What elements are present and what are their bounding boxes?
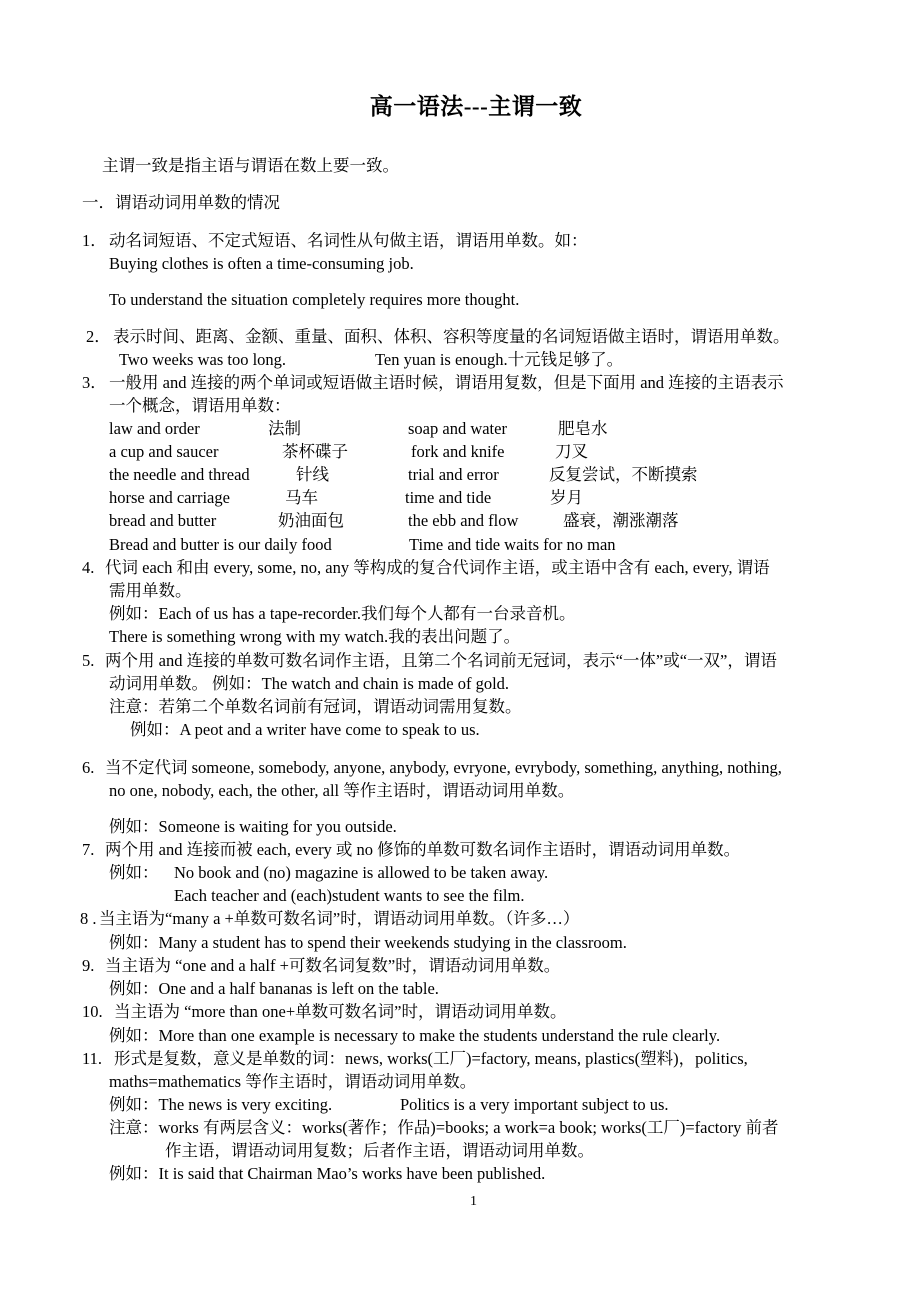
item-number: 9.	[82, 956, 95, 975]
item-number: 10.	[82, 1002, 103, 1021]
phrase-en: fork and knife	[411, 442, 505, 461]
note-text: 注意：works 有两层含义：works(著作；作品)=books; a work=a book; works(工厂)=factory 前者	[109, 1118, 779, 1137]
item-rule: 当不定代词 someone, somebody, anyone, anybody, evryone, evrybody, something, anything, nothing,	[105, 758, 782, 777]
example-sentence: 例如：Someone is waiting for you outside.	[109, 817, 397, 836]
intro-text: 主谓一致是指主语与谓语在数上要一致。	[102, 156, 399, 175]
item-rule-cont: 需用单数。	[109, 581, 192, 600]
example-sentence: No book and (no) magazine is allowed to be taken away.	[174, 863, 549, 882]
phrase-cn: 岁月	[550, 488, 583, 507]
item-rule: 一般用 and 连接的两个单词或短语做主语时候，谓语用复数，但是下面用 and 连接的主语表示	[109, 373, 784, 392]
page-number: 1	[470, 1194, 477, 1209]
item-number: 6.	[82, 758, 95, 777]
example-sentence: 例如：Each of us has a tape-recorder.我们每个人都有一台录音机。	[109, 604, 576, 623]
item-rule: 两个用 and 连接而被 each, every 或 no 修饰的单数可数名词作主语时，谓语动词用单数。	[105, 840, 741, 859]
phrase-cn: 肥皂水	[558, 419, 608, 438]
item-rule-cont: 动词用单数。 例如：The watch and chain is made of gold.	[109, 674, 510, 693]
item-number: 1．	[82, 231, 107, 250]
example-sentence: 例如：Many a student has to spend their weekends studying in the classroom.	[109, 933, 627, 952]
section-heading: 一．谓语动词用单数的情况	[82, 193, 280, 212]
example-sentence: 例如：It is said that Chairman Mao’s works have been published.	[109, 1164, 546, 1183]
item-number: 7.	[82, 840, 95, 859]
item-rule: 动名词短语、不定式短语、名词性从句做主语，谓语用单数。如：	[109, 231, 588, 250]
item-rule-cont: no one, nobody, each, the other, all 等作主语时，谓语动词用单数。	[109, 781, 575, 800]
phrase-en: the ebb and flow	[408, 511, 519, 530]
phrase-en: soap and water	[408, 419, 507, 438]
example-sentence: Buying clothes is often a time-consuming job.	[109, 254, 414, 273]
phrase-en: a cup and saucer	[109, 442, 219, 461]
item-number: 3．	[82, 373, 107, 392]
example-sentence: Ten yuan is enough.十元钱足够了。	[375, 350, 624, 369]
example-sentence: Politics is a very important subject to us.	[400, 1095, 669, 1114]
phrase-cn: 茶杯碟子	[282, 442, 348, 461]
example-sentence: 例如：One and a half bananas is left on the table.	[109, 979, 439, 998]
item-rule: 两个用 and 连接的单数可数名词作主语，且第二个名词前无冠词，表示“一体”或“一双”，谓语	[105, 651, 777, 670]
note-text: 注意：若第二个单数名词前有冠词，谓语动词需用复数。	[109, 697, 522, 716]
example-sentence: To understand the situation completely requires more thought.	[109, 290, 520, 309]
item-rule: 代词 each 和由 every, some, no, any 等构成的复合代词作主语，或主语中含有 each, every, 谓语	[105, 558, 770, 577]
phrase-cn: 盛衰，潮涨潮落	[563, 511, 679, 530]
item-number: 2．	[86, 327, 111, 346]
phrase-cn: 马车	[285, 488, 318, 507]
item-rule-cont: 一个概念，谓语用单数：	[109, 396, 291, 415]
example-sentence: 例如：A peot and a writer have come to speak to us.	[130, 720, 480, 739]
item-number: 8 .	[80, 909, 97, 928]
example-sentence: 例如：More than one example is necessary to make the students understand the rule clearly.	[109, 1026, 721, 1045]
item-rule: 形式是复数，意义是单数的词：news, works(工厂)=factory, means, plastics(塑料)，politics,	[114, 1049, 748, 1068]
phrase-en: law and order	[109, 419, 200, 438]
phrase-cn: 法制	[268, 419, 301, 438]
phrase-en: trial and error	[408, 465, 499, 484]
phrase-cn: 反复尝试，不断摸索	[549, 465, 698, 484]
phrase-en: the needle and thread	[109, 465, 250, 484]
item-number: 5.	[82, 651, 95, 670]
phrase-cn: 奶油面包	[278, 511, 344, 530]
phrase-en: bread and butter	[109, 511, 217, 530]
item-rule: 当主语为 “more than one+单数可数名词”时，谓语动词用单数。	[114, 1002, 567, 1021]
example-sentence: Time and tide waits for no man	[409, 535, 616, 554]
item-rule-cont: maths=mathematics 等作主语时，谓语动词用单数。	[109, 1072, 477, 1091]
example-label: 例如：	[109, 863, 159, 882]
example-sentence: Bread and butter is our daily food	[109, 535, 332, 554]
item-number: 4.	[82, 558, 95, 577]
phrase-en: horse and carriage	[109, 488, 230, 507]
example-sentence: There is something wrong with my watch.我的表出问题了。	[109, 627, 521, 646]
item-rule: 当主语为“many a +单数可数名词”时，谓语动词用单数。（许多…）	[99, 909, 580, 928]
example-sentence: 例如：The news is very exciting.	[109, 1095, 333, 1114]
item-rule: 表示时间、距离、金额、重量、面积、体积、容积等度量的名词短语做主语时，谓语用单数。	[113, 327, 790, 346]
example-sentence: Each teacher and (each)student wants to see the film.	[174, 886, 525, 905]
phrase-cn: 针线	[296, 465, 329, 484]
item-number: 11.	[82, 1049, 103, 1068]
page-title: 高一语法---主谓一致	[369, 94, 583, 119]
item-rule: 当主语为 “one and a half +可数名词复数”时，谓语动词用单数。	[105, 956, 561, 975]
note-text-cont: 作主语，谓语动词用复数；后者作主语，谓语动词用单数。	[165, 1141, 594, 1160]
phrase-en: time and tide	[405, 488, 492, 507]
phrase-cn: 刀叉	[555, 442, 588, 461]
example-sentence: Two weeks was too long.	[119, 350, 287, 369]
